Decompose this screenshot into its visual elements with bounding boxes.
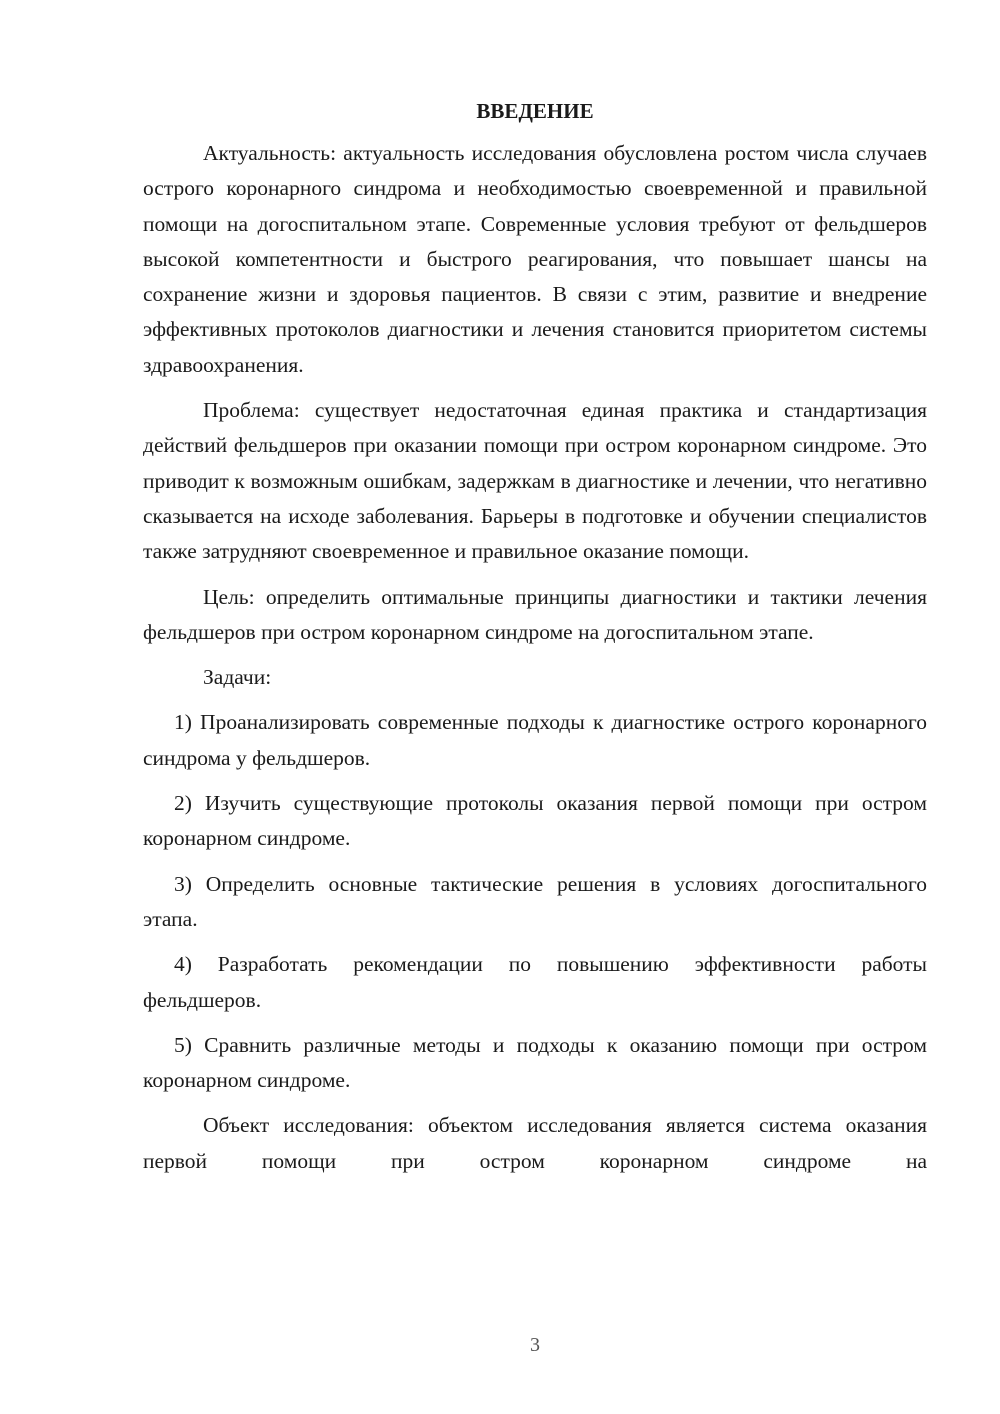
- section-heading: ВВЕДЕНИЕ: [476, 99, 594, 123]
- paragraph-relevance: Актуальность: актуальность исследования обусловлена ростом числа случаев острого коронарного синдрома и необходимостью своевременной и правильной помощи на догоспитальном этапе. Современные условия требуют от фельдшеров высокой компетентности и быстрого реагирования, что повышает шансы на сохранение жизни и здоровья пациентов. В связи с этим, развитие и внедрение эффективных протоколов диагностики и лечения становится приоритетом системы здравоохранения.: [143, 141, 927, 377]
- page-number: 3: [530, 1334, 540, 1356]
- task-item-5: 5) Сравнить различные методы и подходы к оказанию помощи при остром коронарном синдроме.: [143, 1032, 927, 1093]
- paragraph-goal: Цель: определить оптимальные принципы диагностики и тактики лечения фельдшеров при остром коронарном синдроме на догоспитальном этапе.: [143, 584, 927, 644]
- task-item-4: 4) Разработать рекомендации по повышению эффективности работы фельдшеров.: [143, 952, 927, 1012]
- task-item-1: 1) Проанализировать современные подходы к диагностике острого коронарного синдрома у фельдшеров.: [143, 710, 927, 770]
- paragraph-tasks-label: Задачи:: [203, 665, 272, 690]
- task-item-2: 2) Изучить существующие протоколы оказания первой помощи при остром коронарном синдроме.: [143, 791, 927, 851]
- paragraph-problem: Проблема: существует недостаточная единая практика и стандартизация действий фельдшеров при оказании помощи при остром коронарном синдроме. Это приводит к возможным ошибкам, задержкам в диагностике и лечении, что негативно сказывается на исходе заболевания. Барьеры в подготовке и обучении специалистов также затрудняют своевременное и правильное оказание помощи.: [143, 398, 927, 564]
- paragraph-object: Объект исследования: объектом исследования является система оказания первой помощи при остром коронарном синдроме на: [143, 1113, 927, 1173]
- task-item-3: 3) Определить основные тактические решения в условиях догоспитального этапа.: [143, 871, 927, 931]
- document-page: [143, 94, 927, 1179]
